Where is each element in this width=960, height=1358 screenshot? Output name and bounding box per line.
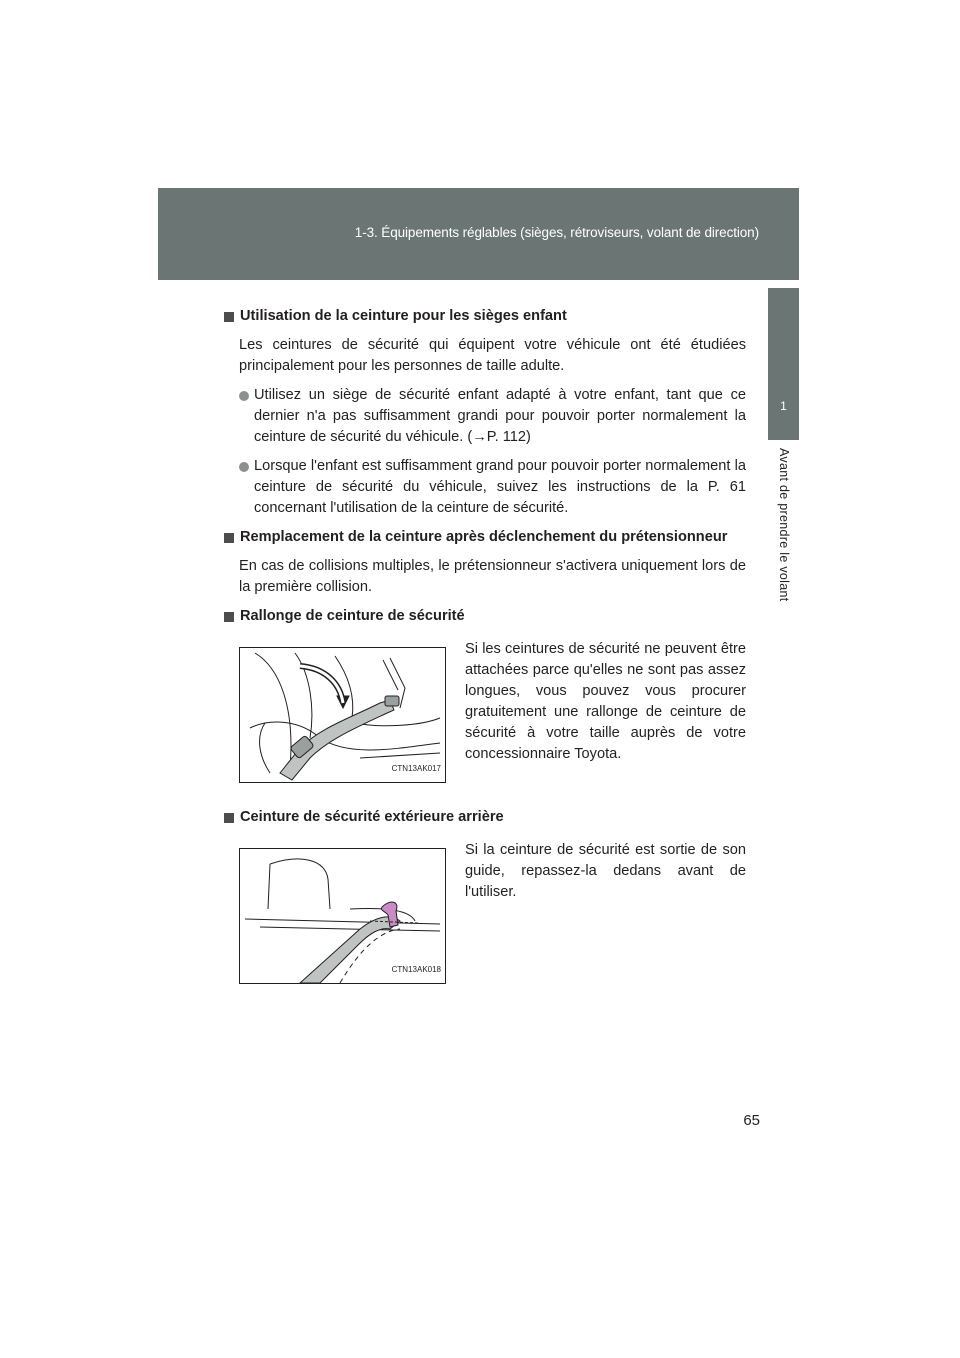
square-bullet-icon — [224, 612, 234, 622]
list-item: Utilisez un siège de sécurité enfant adapté à votre enfant, tant que ce dernier n'a pas suffisamment grandi pour pouvoir porter normalement la ceinture de sécurité du véhicule. (→P. 112) — [239, 385, 746, 448]
rear-belt-block — [239, 836, 746, 986]
section-heading-extender: Rallonge de ceinture de sécurité — [222, 606, 746, 627]
replacement-text: En cas de collisions multiples, le prétensionneur s'activera uniquement lors de la première collision. — [239, 558, 746, 595]
figure-code: CTN13AK017 — [391, 764, 441, 773]
chapter-title: 1-3. Équipements réglables (sièges, rétroviseurs, volant de direction) — [354, 225, 759, 240]
seatbelt-extender-illustration — [239, 647, 446, 783]
square-bullet-icon — [224, 533, 234, 543]
extender-text: Si les ceintures de sécurité ne peuvent être attachées parce qu'elles ne sont pas assez longues, vous pouvez vous procurer gratuitement une rallonge de ceinture de sécurité à votre taille auprès de votre concessionnaire Toyota. — [465, 641, 746, 762]
circle-bullet-icon — [239, 391, 249, 401]
figure-code: CTN13AK018 — [391, 965, 441, 974]
rear-belt-guide-illustration — [239, 848, 446, 984]
chapter-side-label-text: Avant de prendre le volant — [776, 448, 791, 602]
extender-block — [239, 635, 746, 807]
page-content — [222, 306, 746, 986]
chapter-side-label — [770, 448, 797, 628]
chapter-tab — [768, 288, 799, 440]
list-item: Lorsque l'enfant est suffisamment grand pour pouvoir porter normalement la ceinture de sécurité du véhicule, suivez les instructions de la P. 61 concernant l'utilisation de la ceinture de sécurité. — [239, 456, 746, 519]
square-bullet-icon — [224, 813, 234, 823]
chapter-header — [158, 188, 799, 280]
child-seats-intro: Les ceintures de sécurité qui équipent votre véhicule ont été étudiées principalement pour les personnes de taille adulte. — [239, 337, 746, 374]
section-heading-replacement: Remplacement de la ceinture après déclenchement du prétensionneur — [222, 527, 746, 548]
circle-bullet-icon — [239, 462, 249, 472]
square-bullet-icon — [224, 312, 234, 322]
chapter-tab-number: 1 — [780, 399, 787, 413]
section-heading-child-seats: Utilisation de la ceinture pour les sièges enfant — [222, 306, 746, 327]
rear-belt-text: Si la ceinture de sécurité est sortie de son guide, repassez-la dedans avant de l'utiliser. — [465, 842, 746, 900]
page-number: 65 — [743, 1112, 760, 1129]
section-heading-rear-belt: Ceinture de sécurité extérieure arrière — [222, 807, 746, 828]
